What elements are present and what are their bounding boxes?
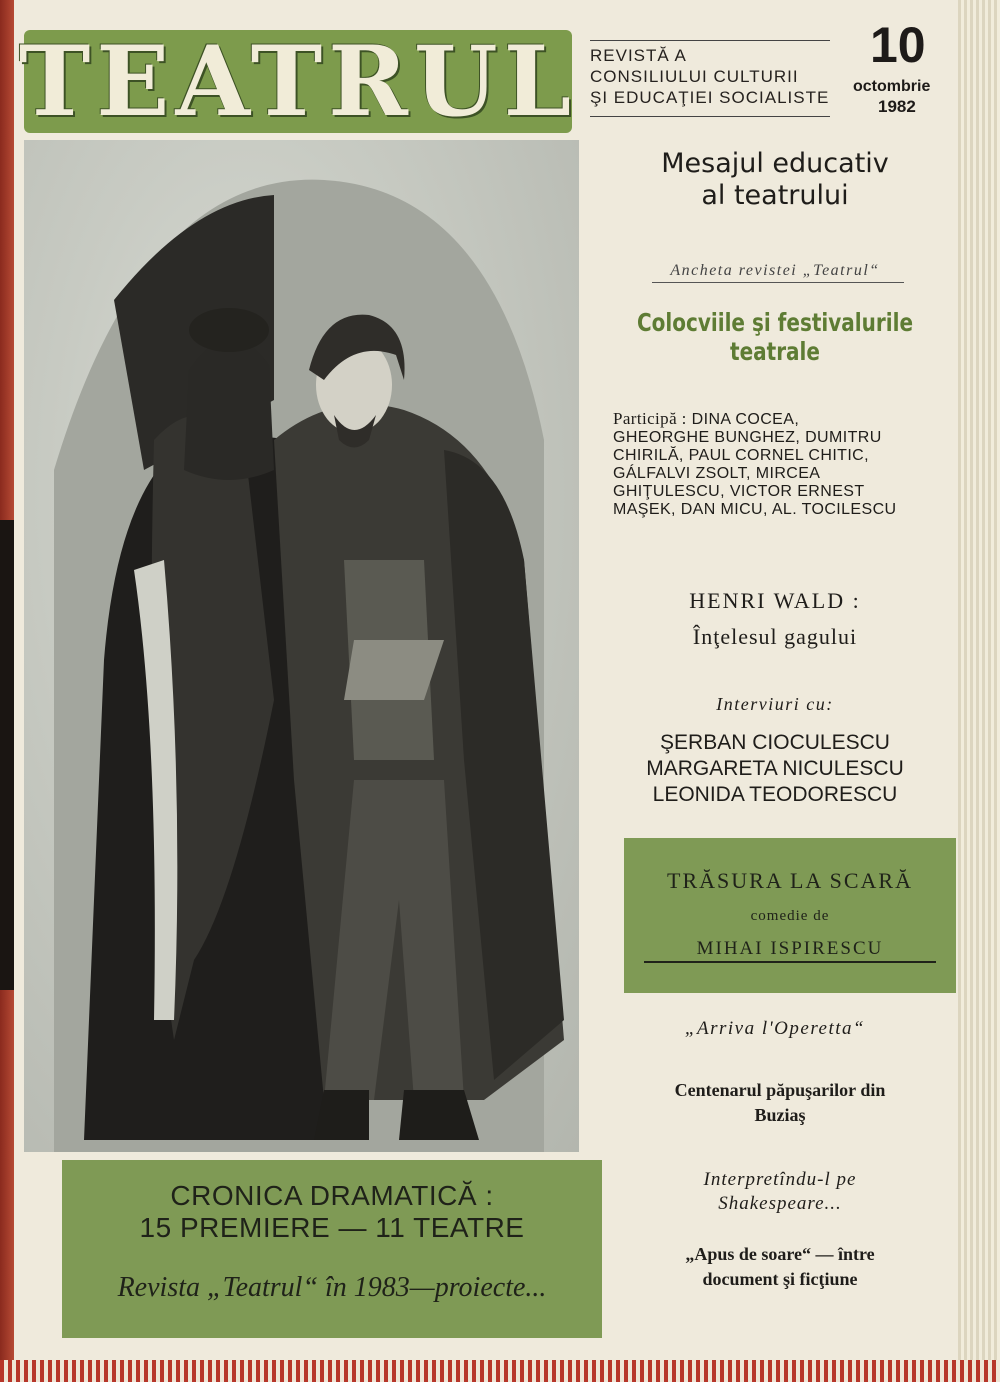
survey-underline: [652, 282, 904, 283]
publisher-line: REVISTĂ A: [590, 46, 687, 65]
binding-strip: [0, 520, 14, 990]
arriva-title: „Arriva l'Operetta“: [684, 1018, 866, 1039]
stage-photo-illustration: [24, 140, 579, 1152]
participants-line: CHIRILĂ, PAUL CORNEL CHITIC,: [613, 447, 869, 464]
apus-title: [620, 1242, 940, 1292]
essay-author: HENRI WALD :: [689, 588, 861, 613]
shakespeare-line: Shakespeare...: [718, 1193, 842, 1214]
publisher-block: [590, 40, 830, 117]
bottom-box-line3: Revista „Teatrul“ în 1983—proiecte...: [117, 1272, 547, 1303]
masthead-logo: [18, 24, 578, 138]
feature-box-bottom: [62, 1160, 602, 1338]
headline-line: al teatrului: [701, 180, 849, 211]
play-author-underline: [644, 961, 936, 963]
centenary-line: Centenarul păpuşarilor din: [674, 1080, 886, 1100]
interviews-label: Interviuri cu:: [716, 694, 834, 714]
participants-first-line: [613, 410, 958, 429]
participants-line: GHIŢULESCU, VICTOR ERNEST: [613, 483, 865, 500]
survey-title: [635, 308, 915, 366]
bottom-box-line1: CRONICA DRAMATICĂ :: [170, 1180, 494, 1211]
survey-title-line: teatrale: [730, 337, 820, 366]
headline-block: [610, 148, 940, 212]
participants-line: MAŞEK, DAN MICU, AL. TOCILESCU: [613, 501, 897, 518]
participants-line: GÁLFALVI ZSOLT, MIRCEA: [613, 465, 821, 482]
play-title: TRĂSURA LA SCARĂ: [667, 868, 913, 893]
issue-number: 10: [870, 17, 926, 73]
participants-line: GHEORGHE BUNGHEZ, DUMITRU: [613, 429, 882, 446]
page-edges: [958, 0, 1000, 1382]
headline-line: Mesajul educativ: [661, 148, 889, 179]
play-author: MIHAI ISPIRESCU: [696, 938, 884, 959]
publisher-line: CONSILIULUI CULTURII: [590, 67, 799, 86]
play-feature-box: [624, 838, 956, 993]
survey-label: Ancheta revistei „Teatrul“: [670, 262, 880, 279]
participants-lead: Participă :: [613, 409, 687, 428]
publisher-line: ŞI EDUCAŢIEI SOCIALISTE: [590, 88, 830, 107]
centenary-title: [620, 1078, 940, 1128]
shakespeare-line: Interpretîndu-l pe: [703, 1169, 857, 1190]
survey-title-line: Colocviile şi festivalurile: [636, 308, 914, 337]
bottom-binding-edge: [0, 1360, 1000, 1382]
centenary-line: Buziaş: [754, 1105, 806, 1125]
interview-name: LEONIDA TEODORESCU: [652, 783, 898, 806]
issue-year: 1982: [878, 97, 916, 116]
participants-block: [613, 410, 958, 519]
issue-month: octombrie: [853, 78, 931, 95]
bottom-box-line2: 15 PREMIERE — 11 TEATRE: [139, 1212, 525, 1243]
apus-line: document şi ficţiune: [702, 1269, 858, 1289]
interviews-list: [610, 730, 940, 808]
interview-name: ŞERBAN CIOCULESCU: [660, 731, 890, 754]
interview-name: MARGARETA NICULESCU: [646, 757, 904, 780]
apus-line: „Apus de soare“ — între: [685, 1244, 875, 1264]
logo-text: TEATRUL: [18, 24, 578, 138]
play-genre: comedie de: [750, 908, 830, 924]
shakespeare-title: [620, 1168, 940, 1216]
participants-line: DINA COCEA,: [686, 411, 800, 428]
essay-title: Înţelesul gagului: [692, 624, 858, 649]
cover-photo: [24, 140, 579, 1152]
